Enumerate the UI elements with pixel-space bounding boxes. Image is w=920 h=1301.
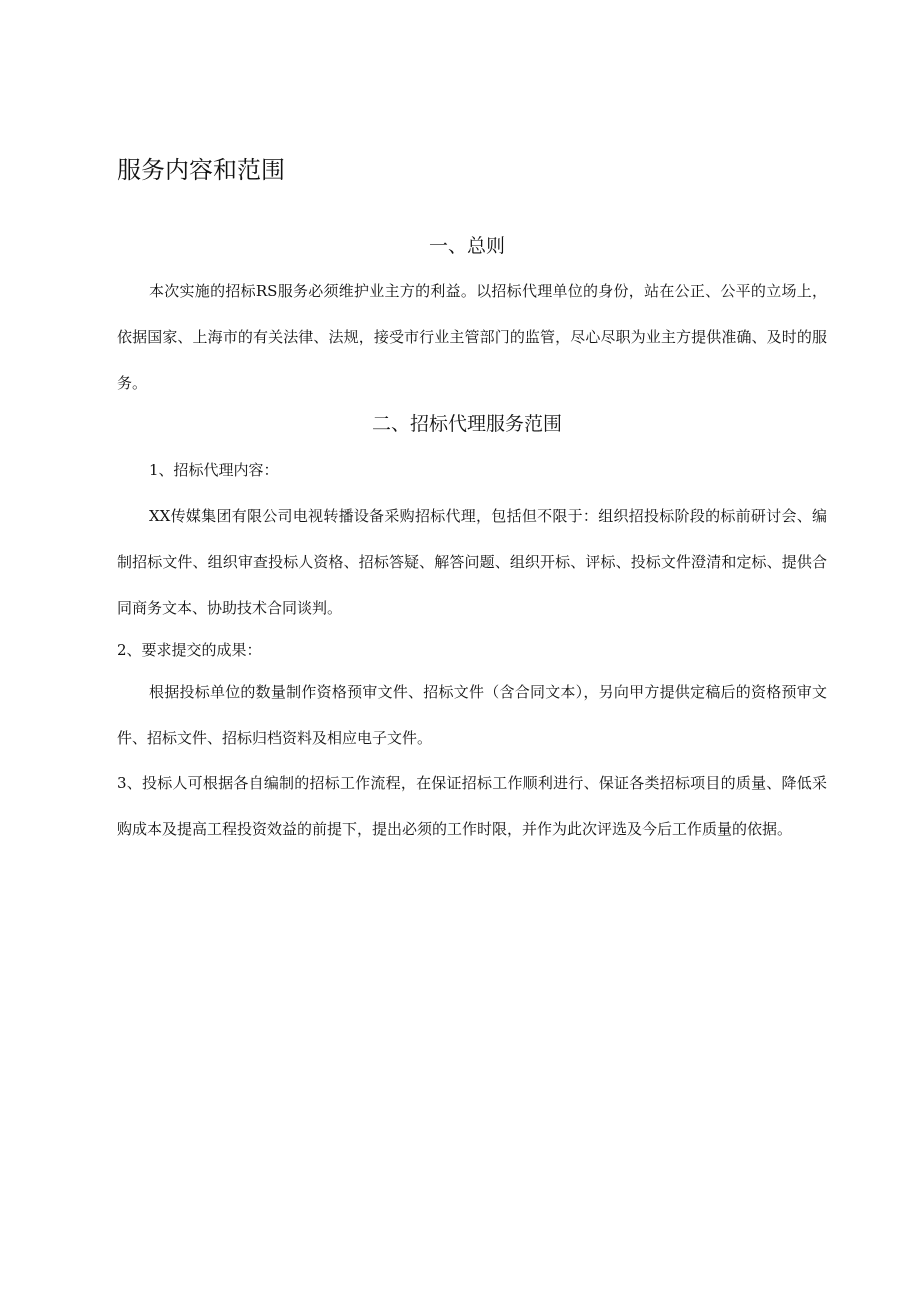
scope-item-1-title: 1、招标代理内容：: [149, 461, 279, 479]
document-title: 服务内容和范围: [117, 156, 285, 184]
scope-item-2-title: 2、要求提交的成果：: [117, 641, 262, 659]
general-paragraph: 本次实施的招标RS服务必须维护业主方的利益。以招标代理单位的身份，站在公正、公平的立场上，依据国家、上海市的有关法律、法规，接受市行业主管部门的监管，尽心尽职为业主方提供准确、及时的服务。: [117, 282, 827, 392]
section-heading-general: 一、总则: [428, 235, 505, 257]
scope-item-1-body: XX传媒集团有限公司电视转播设备采购招标代理，包括但不限于：组织招投标阶段的标前研讨会、编制招标文件、组织审查投标人资格、招标答疑、解答问题、组织开标、评标、投标文件澄清和定标、提供合同商务文本、协助技术合同谈判。: [117, 507, 827, 617]
scope-item-3: 3、投标人可根据各自编制的招标工作流程，在保证招标工作顺利进行、保证各类招标项目的质量、降低采购成本及提高工程投资效益的前提下，提出必须的工作时限，并作为此次评选及今后工作质量的依据。: [117, 774, 827, 838]
scope-item-2-body: 根据投标单位的数量制作资格预审文件、招标文件（含合同文本），另向甲方提供定稿后的资格预审文件、招标文件、招标归档资料及相应电子文件。: [117, 683, 827, 747]
section-heading-scope: 二、招标代理服务范围: [371, 413, 562, 435]
